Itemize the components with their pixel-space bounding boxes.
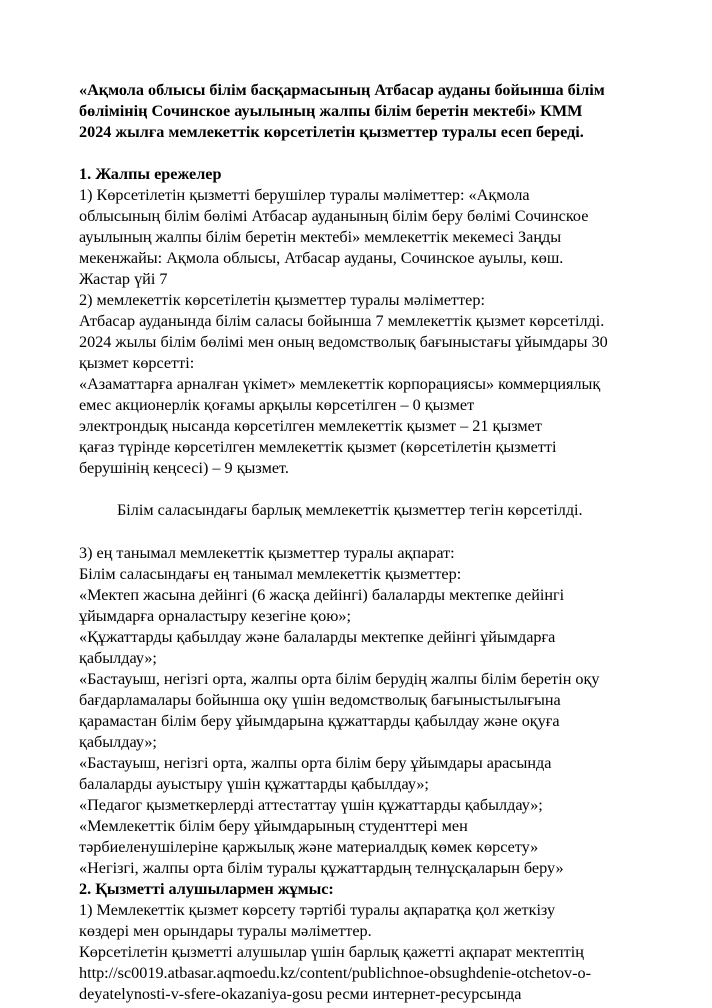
paragraph-line: ауылының жалпы білім беретін мектебі» мемлекеттік мекемесі Заңды xyxy=(79,228,562,246)
paragraph-line: қағаз түрінде көрсетілген мемлекеттік қызмет (көрсетілетін қызметті xyxy=(79,438,557,456)
paragraph-line: «Азаматтарға арналған үкімет» мемлекеттік корпорациясы» коммерциялық xyxy=(79,375,601,393)
paragraph-line: берушінің кеңсесі) – 9 қызмет. xyxy=(79,459,289,477)
popular-services-line: бағдарламалары бойынша оқу үшін ведомстволық бағыныстылығына xyxy=(79,691,561,709)
popular-services-line: «Мектеп жасына дейінгі (6 жасқа дейінгі) балаларды мектепке дейінгі xyxy=(79,586,565,604)
popular-services-line: тәрбиеленушілеріне қаржылық және материалдық көмек көрсету» xyxy=(79,838,539,856)
paragraph-line: Атбасар ауданында білім саласы бойынша 7 мемлекеттік қызмет көрсетілді. xyxy=(79,312,605,330)
popular-services-line: «Құжаттарды қабылдау және балаларды мектепке дейінгі ұйымдарға xyxy=(79,628,556,646)
paragraph-line: deyatelynosti-v-sfere-okazaniya-gosu ресми интернет-ресурсында xyxy=(79,985,522,1003)
paragraph-line: емес акционерлік қоғамы арқылы көрсетілген – 0 қызмет xyxy=(79,396,475,414)
popular-services-line: «Бастауыш, негізгі орта, жалпы орта білім беру ұйымдары арасында xyxy=(79,754,552,772)
popular-services-line: 3) ең танымал мемлекеттік қызметтер туралы ақпарат: xyxy=(79,544,455,562)
popular-services-line: балаларды ауыстыру үшін құжаттарды қабылдау»; xyxy=(79,775,429,793)
school-url-line: http://sc0019.atbasar.aqmoedu.kz/content/publichnoe-obsughdenie-otchetov-o- xyxy=(79,964,592,982)
free-services-note: Білім саласындағы барлық мемлекеттік қызметтер тегін көрсетілді. xyxy=(117,501,583,519)
section-2-heading: 2. Қызметті алушылармен жұмыс: xyxy=(79,880,334,898)
paragraph-line: Жастар үйі 7 xyxy=(79,270,168,288)
paragraph-line: 1) Мемлекеттік қызмет көрсету тәртібі туралы ақпаратқа қол жеткізу xyxy=(79,901,556,919)
popular-services-line: қабылдау»; xyxy=(79,733,157,751)
popular-services-line: қарамастан білім беру ұйымдарына құжаттарды қабылдау және оқуға xyxy=(79,712,560,730)
popular-services-line: ұйымдарға орналастыру кезегіне қою»; xyxy=(79,607,351,625)
paragraph-line: 2024 жылы білім бөлімі мен оның ведомстволық бағыныстағы ұйымдары 30 xyxy=(79,333,608,351)
paragraph-line: мекенжайы: Ақмола облысы, Атбасар ауданы, Сочинское ауылы, көш. xyxy=(79,249,564,267)
section-1-heading: 1. Жалпы ережелер xyxy=(79,165,222,183)
popular-services-line: «Негізгі, жалпы орта білім туралы құжаттардың телнұсқаларын беру» xyxy=(79,859,564,877)
popular-services-line: қабылдау»; xyxy=(79,649,157,667)
popular-services-line: «Бастауыш, негізгі орта, жалпы орта білім берудің жалпы білім беретін оқу xyxy=(79,670,600,688)
paragraph-line: көздері мен орындары туралы мәліметтер. xyxy=(79,922,372,940)
report-title-line: 2024 жылға мемлекеттік көрсетілетін қызметтер туралы есеп береді. xyxy=(79,123,584,141)
popular-services-line: «Педагог қызметкерлерді аттестаттау үшін құжаттарды қабылдау»; xyxy=(79,796,543,814)
paragraph-line: 1) Көрсетілетін қызметті берушілер туралы мәліметтер: «Ақмола xyxy=(79,186,530,204)
paragraph-line: қызмет көрсетті: xyxy=(79,354,195,372)
popular-services-line: «Мемлекеттік білім беру ұйымдарының студенттері мен xyxy=(79,817,468,835)
popular-services-line: Білім саласындағы ең танымал мемлекеттік қызметтер: xyxy=(79,565,462,583)
paragraph-line: 2) мемлекеттік көрсетілетін қызметтер туралы мәліметтер: xyxy=(79,291,485,309)
paragraph-line: облысының білім бөлімі Атбасар ауданының білім беру бөлімі Сочинское xyxy=(79,207,589,225)
report-title-line: бөлімінің Сочинское ауылының жалпы білім беретін мектебі» КММ xyxy=(79,102,583,120)
report-title-line: «Ақмола облысы білім басқармасының Атбасар ауданы бойынша білім xyxy=(79,81,605,99)
paragraph-line: электрондық нысанда көрсетілген мемлекеттік қызмет – 21 қызмет xyxy=(79,417,542,435)
paragraph-line: Көрсетілетін қызметті алушылар үшін барлық қажетті ақпарат мектептің xyxy=(79,943,584,961)
